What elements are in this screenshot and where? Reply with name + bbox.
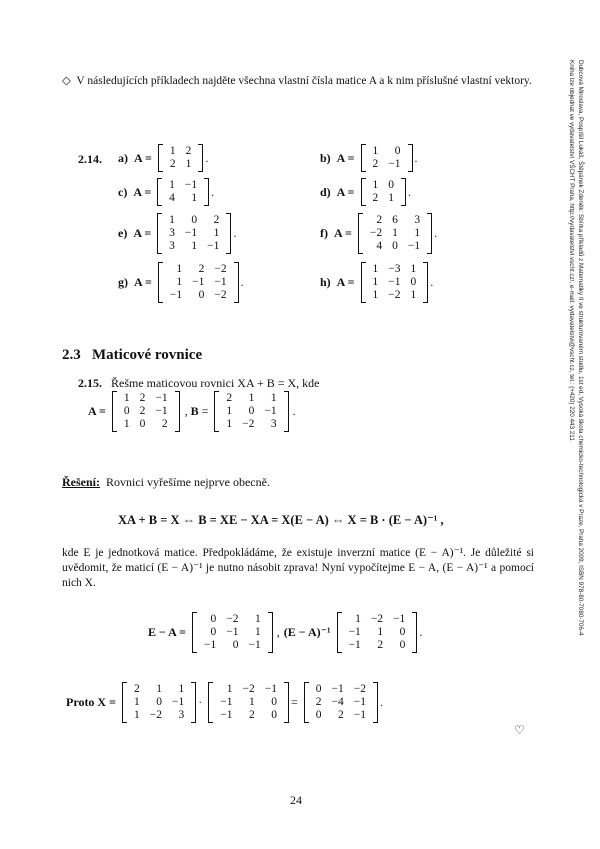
matrix-cell: 1 [226, 405, 233, 417]
matrix-cell: 0 [394, 145, 401, 157]
matrix-cell: 1 [372, 263, 379, 275]
section-heading [62, 347, 202, 364]
matrix-cell: −2 [388, 289, 401, 301]
matrix-cell: −1 [388, 158, 401, 170]
matrix-cell: 2 [198, 263, 205, 275]
matrix-cell: 1 [169, 214, 175, 226]
matrix-cell: −1 [348, 639, 361, 651]
matrix-cell: 0 [210, 613, 217, 625]
matrix-cell: −2 [214, 263, 227, 275]
matrix-a [110, 391, 182, 432]
section-title: Maticové rovnice [92, 347, 203, 363]
matrix-cell: −3 [388, 263, 401, 275]
matrix-cell: −1 [220, 709, 233, 721]
item-matrix [358, 213, 432, 254]
matrix-cell: 1 [185, 158, 192, 170]
item-label: g) A = [118, 275, 152, 289]
matrix-inverse-final [206, 682, 291, 723]
end-of-proof-icon: ♡ [514, 723, 525, 737]
matrix-cell: −1 [155, 405, 168, 417]
matrix-cell: −2 [226, 613, 239, 625]
matrix-cell: 1 [372, 289, 379, 301]
matrix-cell: 6 [392, 214, 398, 226]
exercise-item: d) A = 1 0 2 1 . [320, 179, 412, 204]
exercise-2-15-line [78, 376, 320, 391]
item-matrix [157, 178, 209, 206]
matrix-cell: 2 [315, 696, 322, 708]
matrix-cell: −1 [184, 179, 198, 191]
matrix-cell: 1 [176, 276, 183, 288]
item-label: e) A = [118, 226, 152, 240]
matrix-cell: 0 [410, 276, 417, 288]
matrix-inverse-final-body [208, 682, 289, 723]
matrix-cell: 2 [248, 709, 255, 721]
matrix-cell: 0 [210, 626, 217, 638]
matrix-cell: 3 [169, 227, 175, 239]
matrix-cell: 1 [169, 179, 175, 191]
final-label: Proto X = [66, 695, 116, 709]
matrix-cell: 2 [169, 158, 176, 170]
item-label: c) A = [118, 184, 152, 199]
matrix-cell: 1 [133, 709, 140, 721]
matrix-cell: −2 [353, 683, 366, 695]
matrix-cell: 1 [377, 626, 384, 638]
matrix-cell: −1 [248, 639, 261, 651]
matrix-cell: 0 [399, 639, 406, 651]
matrix-cell: −1 [264, 405, 277, 417]
exercise-item: a) A = 1 2 2 1 . [118, 145, 209, 170]
matrix-x-result [302, 682, 380, 723]
solution-intro: Rovnici vyřešíme nejprve obecně. [106, 475, 270, 489]
matrix-cell: 0 [271, 696, 277, 708]
matrix-cell: 0 [315, 683, 322, 695]
matrix-cell: −4 [331, 696, 344, 708]
item-label: a) A = [118, 150, 152, 165]
matrix-cell: −1 [192, 276, 205, 288]
matrix-cell: 2 [226, 392, 233, 404]
matrix-cell: 1 [248, 392, 255, 404]
matrix-cell: −1 [264, 683, 277, 695]
matrix-cell: −1 [348, 626, 361, 638]
matrix-cell: 2 [372, 192, 379, 204]
matrix-cell: 1 [191, 192, 198, 204]
matrix-cell: −1 [207, 240, 220, 252]
matrix-cell: 1 [355, 613, 361, 625]
matrix-cell: 1 [255, 626, 261, 638]
matrix-b [212, 391, 290, 432]
matrix-cell: 2 [337, 709, 344, 721]
matrix-cell: 3 [178, 709, 185, 721]
matrix-cell: 0 [315, 709, 322, 721]
matrix-cell: −2 [369, 227, 383, 239]
matrix-cell: 1 [226, 418, 233, 430]
matrix-e-minus-a-body [192, 612, 273, 653]
item-label: b) A = [320, 150, 355, 165]
matrix-cell: −2 [214, 289, 227, 301]
matrix-cell: 2 [139, 405, 146, 417]
matrix-cell: 0 [392, 240, 398, 252]
matrix-cell: 2 [133, 683, 140, 695]
matrix-cell: 0 [191, 214, 198, 226]
section-number: 2.3 [62, 347, 81, 363]
matrix-cell: 1 [133, 696, 140, 708]
matrix-cell: −1 [353, 709, 366, 721]
matrix-cell: 2 [213, 214, 220, 226]
e-minus-a-row: E − A = 0 −2 1 0 −1 1 −1 0 −1 , (E − A)⁻¹ 1 −2 −1 −1 1 0 −1 2 0 . [148, 613, 423, 651]
matrix-cell: 4 [169, 192, 175, 204]
matrix-cell: 1 [388, 192, 395, 204]
solution-paragraph: kde E je jednotková matice. Předpokládáme, že existuje inverzní matice (E − A)⁻¹. Je důležité si uvědomit, že maticí (E − A)⁻¹ je nutno násobit zprava! Nyní vypočítejme E − A, (E − A)⁻¹ a pomocí nich X. [62, 547, 534, 589]
exercise-item: h) A = 1 −3 1 1 −1 0 1 −2 1 . [320, 263, 434, 301]
side-note-line1: Dubcová Miroslava, Pospíšil Lukáš, Štěpánek Zdeněk: Sbírka příkladů z Matematiky II ve strukturovaném studiu, 1st ed, Vysoká škola chemicko-technologická v Praze, Praha 2009, ISBN 978-80-7080-706-4 [577, 60, 584, 636]
comma: , B = [184, 404, 209, 418]
matrix-cell: −1 [393, 613, 406, 625]
matrix-cell: −1 [214, 276, 227, 288]
matrix-cell: 2 [372, 158, 379, 170]
matrix-x-body [304, 682, 378, 723]
matrix-cell: 2 [185, 145, 192, 157]
matrix-cell: 1 [410, 289, 417, 301]
matrix-cell: −1 [331, 683, 344, 695]
item-matrix [157, 213, 231, 254]
matrix-cell: 1 [176, 263, 183, 275]
exercise-item: f) A = 2 6 3 −2 1 1 4 0 −1 . [320, 214, 438, 252]
matrix-a-body [112, 391, 180, 432]
matrix-cell: 0 [388, 179, 395, 191]
matrix-cell: 2 [161, 418, 168, 430]
matrix-inverse [335, 612, 420, 653]
inverse-label: (E − A)⁻¹ [283, 625, 331, 639]
matrix-cell: 3 [169, 240, 175, 252]
matrix-cell: 1 [123, 392, 130, 404]
matrix-cell: −2 [242, 418, 255, 430]
item-label: h) A = [320, 275, 355, 289]
matrix-cell: 1 [372, 276, 379, 288]
diamond-icon: ◇ [62, 75, 71, 87]
matrix-cell: −1 [171, 696, 185, 708]
matrix-cell: 0 [123, 405, 130, 417]
matrix-a-label: A = [88, 404, 106, 418]
matrix-cell: 1 [248, 696, 255, 708]
exercise-item: c) A = 1 −1 4 1 . [118, 179, 215, 204]
item-matrix [361, 178, 407, 206]
matrix-b-final [120, 682, 198, 723]
matrix-cell: −1 [353, 696, 366, 708]
matrix-cell: 1 [392, 227, 398, 239]
e-minus-a-label: E − A = [148, 625, 187, 639]
exercise-item: e) A = 1 0 2 3 −1 1 3 1 −1 . [118, 214, 237, 252]
matrix-cell: −2 [149, 709, 162, 721]
main-equation: XA + B = X ⇔ B = XE − XA = X(E − A) ⇔ X = B · (E − A)⁻¹ , [118, 513, 444, 527]
item-matrix [158, 262, 239, 303]
matrix-cell: −1 [226, 626, 239, 638]
matrix-cell: −1 [155, 392, 168, 404]
matrix-cell: 0 [248, 405, 255, 417]
matrix-cell: −1 [407, 240, 421, 252]
matrix-inverse-body [337, 612, 418, 653]
matrix-cell: −2 [370, 613, 384, 625]
exercise-number: 2.15. [78, 376, 102, 390]
page-number: 24 [290, 793, 302, 807]
item-label: d) A = [320, 184, 355, 199]
matrix-cell: 0 [156, 696, 162, 708]
exercise-item: b) A = 1 0 2 −1 . [320, 145, 418, 170]
matrix-cell: −1 [169, 289, 183, 301]
matrix-cell: −1 [184, 227, 198, 239]
matrix-cell: 1 [372, 179, 379, 191]
matrix-cell: −1 [204, 639, 217, 651]
matrix-cell: 1 [123, 418, 130, 430]
matrix-e-minus-a [190, 612, 275, 653]
item-matrix [361, 144, 413, 172]
matrix-cell: 1 [178, 683, 185, 695]
item-matrix [158, 144, 204, 172]
matrix-cell: 1 [169, 145, 176, 157]
matrix-cell: 1 [156, 683, 162, 695]
matrix-cell: 2 [377, 639, 384, 651]
matrix-cell: 1 [410, 263, 417, 275]
matrix-cell: −1 [388, 276, 401, 288]
matrix-cell: 0 [232, 639, 239, 651]
solution-label: Řešení: [62, 475, 100, 489]
matrix-cell: 1 [226, 683, 233, 695]
solution-line [62, 475, 270, 490]
matrix-cell: 0 [198, 289, 205, 301]
matrix-cell: 0 [139, 418, 146, 430]
matrix-cell: 1 [372, 145, 379, 157]
matrix-b-final-body [122, 682, 196, 723]
matrix-cell: −1 [220, 696, 233, 708]
matrix-cell: 2 [139, 392, 146, 404]
item-matrix [361, 262, 429, 303]
matrix-cell: 2 [376, 214, 383, 226]
matrix-cell: 0 [271, 709, 277, 721]
matrix-cell: 1 [255, 613, 261, 625]
exercise-item: g) A = 1 2 −2 1 −1 −1 −1 0 −2 . [118, 263, 244, 301]
matrix-cell: 1 [270, 392, 277, 404]
final-product-row: Proto X = 2 1 1 1 0 −1 1 −2 3 · 1 −2 −1 −1 1 0 −1 2 0 = 0 −1 −2 2 −4 −1 0 2 −1 . [66, 683, 383, 721]
matrices-a-b: A = 1 2 −1 0 2 −1 1 0 2 , B = 2 1 1 1 0 −1 1 −2 3 . [88, 392, 296, 430]
matrix-cell: 1 [191, 240, 198, 252]
matrix-cell: −2 [242, 683, 255, 695]
matrix-cell: 1 [414, 227, 421, 239]
intro-text: V následujících příkladech najděte všechna vlastní čísla matice A a k nim příslušné vlastní vektory. [76, 75, 532, 87]
matrix-cell: 3 [414, 214, 421, 226]
side-note-line2: Kniha lze objednat ve vydavatelství VŠCHT Praha, http://vydavatelstvi.vscht.cz/, e-mail: vydavatelstvi@vscht.cz, tel.: (+420) 220 443 211 [568, 60, 575, 441]
matrix-cell: 1 [213, 227, 220, 239]
intro-paragraph [62, 74, 532, 89]
matrix-cell: 0 [399, 626, 406, 638]
matrix-cell: 3 [270, 418, 277, 430]
matrix-cell: 4 [376, 240, 383, 252]
matrix-b-body [214, 391, 288, 432]
item-label: f) A = [320, 226, 352, 240]
exercise-number: 2.14. [78, 152, 102, 166]
exercise-text: Řešme maticovou rovnici XA + B = X, kde [111, 376, 320, 390]
